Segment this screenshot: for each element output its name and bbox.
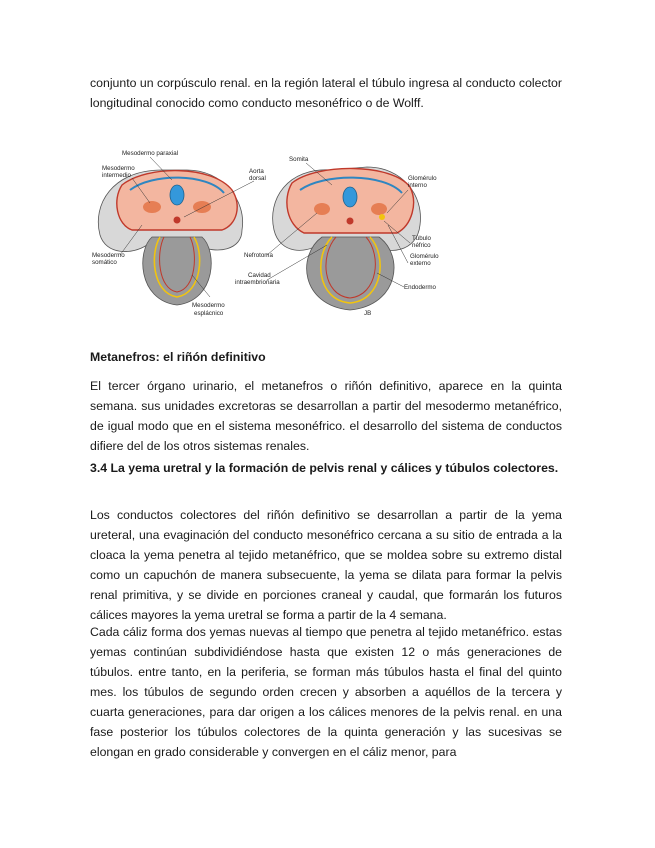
label-glomerulo-interno-1: Glomérulo bbox=[408, 175, 437, 182]
label-cavidad-2: intraembrionaria bbox=[235, 279, 280, 286]
label-glomerulo-externo-2: externo bbox=[410, 260, 431, 267]
label-nefrotoma: Nefrotoma bbox=[244, 252, 273, 259]
right-embryo bbox=[273, 167, 421, 310]
label-mesodermo-somatico-1: Mesodermo bbox=[92, 252, 125, 259]
heading-yema-uretral: 3.4 La yema uretral y la formación de pelvis renal y cálices y túbulos colectores. bbox=[90, 461, 559, 475]
label-aorta-1: Aorta bbox=[249, 168, 264, 175]
label-tubulo-1: Túbulo bbox=[412, 235, 431, 242]
label-glomerulo-externo-1: Glomérulo bbox=[410, 253, 439, 260]
label-mesodermo-esplacnico-2: esplácnico bbox=[194, 310, 224, 317]
paragraph-conductos-colectores: Los conductos colectores del riñón definitivo se desarrollan a partir de la yema ureteral, una evaginación del conducto mesonéfrico cercana a su sitio de entrada a la cloaca la yema penetra al tejido metanéfrico, que se moldea sobre su extremo distal como un capuchón de manera subsecuente, la yema se dilata para formar la pelvis renal primitiva, y se divide en porciones craneal y caudal, que formarán los futuros cálices mayores la yema uretral se forma a partir de la 4 semana. bbox=[90, 508, 562, 622]
label-endodermo: Endodermo bbox=[404, 284, 436, 291]
label-cavidad-1: Cavidad bbox=[248, 272, 271, 279]
label-mesodermo-paraxial: Mesodermo paraxial bbox=[122, 150, 179, 157]
label-mesodermo-intermedio-2: intermedio bbox=[102, 172, 131, 179]
label-mesodermo-esplacnico-1: Mesodermo bbox=[192, 302, 225, 309]
heading-metanefros: Metanefros: el riñón definitivo bbox=[90, 350, 266, 364]
label-somita: Somita bbox=[289, 156, 309, 163]
paragraph-metanefros: El tercer órgano urinario, el metanefros o riñón definitivo, aparece en la quinta semana. sus unidades excretoras se desarrollan a partir del mesodermo metanéfrico, de igual modo que en el sistema mesonéfrico. el desarrollo del sistema de conductos difiere del de los otros sistemas renales. bbox=[90, 379, 562, 453]
label-initials: JB bbox=[364, 310, 372, 317]
paragraph-intro: conjunto un corpúsculo renal. en la región lateral el túbulo ingresa al conducto colector longitudinal conocido como conducto mesonéfrico o de Wolff. bbox=[90, 76, 562, 110]
embryo-cross-section-figure bbox=[92, 145, 452, 321]
label-mesodermo-somatico-2: somático bbox=[92, 259, 117, 266]
label-tubulo-2: néfrico bbox=[412, 242, 431, 249]
label-glomerulo-interno-2: interno bbox=[408, 182, 427, 189]
left-embryo bbox=[98, 170, 242, 305]
label-aorta-2: dorsal bbox=[249, 175, 266, 182]
paragraph-caliz: Cada cáliz forma dos yemas nuevas al tiempo que penetra al tejido metanéfrico. estas yemas continúan subdividiéndose hasta que existen 12 o más generaciones de túbulos. entre tanto, en la periferia, se forman más túbulos hasta el final del quinto mes. los túbulos de segundo orden crecen y absorben a aquéllos de la tercera y cuarta generaciones, para dar origen a los cálices menores de la pelvis renal. en una fase posterior los túbulos colectores de la quinta generación y las sucesivas se elongan en grado considerable y convergen en el cáliz menor, para bbox=[90, 625, 562, 759]
label-mesodermo-intermedio-1: Mesodermo bbox=[102, 165, 135, 172]
